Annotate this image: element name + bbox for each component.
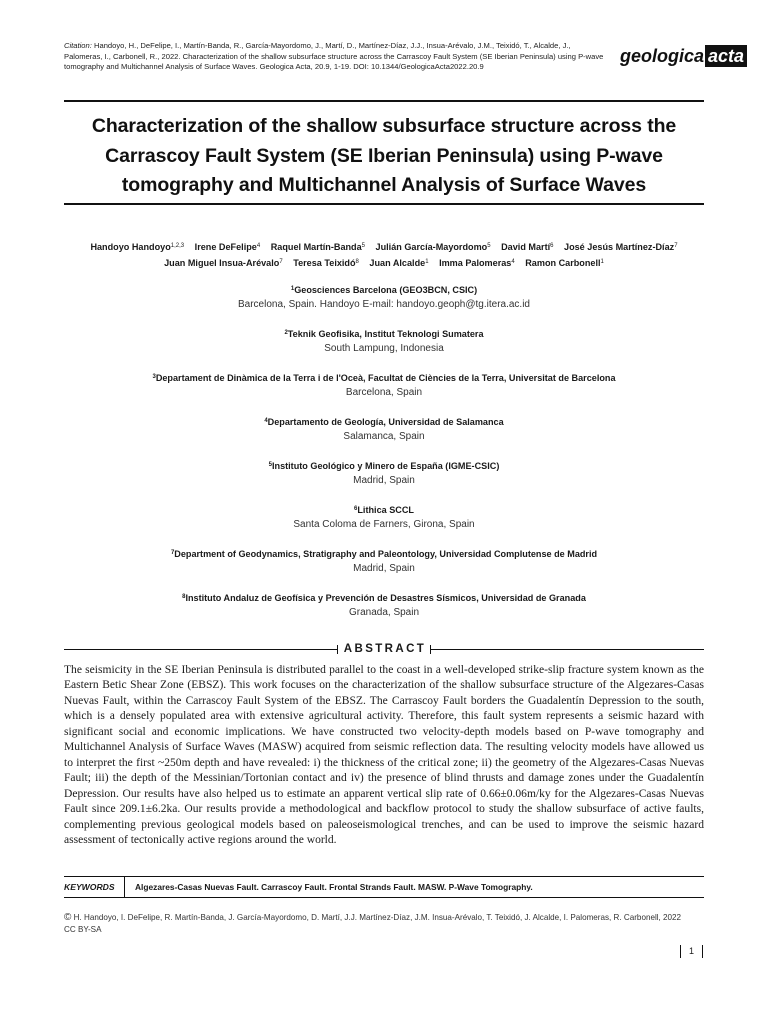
author — [90, 242, 184, 252]
author-affiliation: 6 — [550, 243, 554, 249]
affiliation-name-text: Lithica SCCL — [357, 505, 414, 515]
keywords — [64, 877, 704, 897]
affiliation — [64, 547, 704, 591]
affiliation-list — [64, 283, 704, 635]
affiliation-name-text: Instituto Geológico y Minero de España (IGME-CSIC) — [271, 461, 500, 471]
affiliation-name — [64, 503, 704, 517]
top-rule — [64, 100, 704, 102]
title-rule — [64, 203, 704, 205]
citation-text: Handoyo, H., DeFelipe, I., Martín-Banda, R., García-Mayordomo, J., Martí, D., Martínez-Díaz, J.J., Insua-Arévalo, J.M., Teixidó, T., Alcalde, J., Palomeras, I., Carbonell, R., 2022. Characterization of the shallow subsurface structure across the Carrascoy Fault System (SE Iberian Peninsula) using P-wave tomography and Multichannel Analysis of Surface Waves. Geologica Acta, 20.9, 1-19. DOI: 10.1344/GeologicaActa2022.20.9 — [64, 41, 604, 72]
affiliation-name-text: Departamento de Geología, Universidad de Salamanca — [267, 417, 504, 427]
affiliation — [64, 503, 704, 547]
abstract-heading-rule — [431, 649, 704, 650]
keywords-label: KEYWORDS — [64, 882, 115, 892]
affiliation-location: Santa Coloma de Farners, Girona, Spain — [293, 519, 475, 530]
affiliation-number: 5 — [268, 462, 272, 468]
author-name: Imma Palomeras — [439, 257, 512, 268]
author-affiliation: 4 — [511, 258, 515, 265]
author-affiliation: 7 — [279, 258, 283, 265]
author-name: Raquel Martín-Banda — [270, 242, 362, 252]
author-affiliation: 1 — [600, 258, 604, 265]
author-affiliation: 7 — [674, 243, 678, 249]
affiliation-number: 3 — [152, 374, 156, 380]
keywords-divider — [124, 877, 125, 897]
author — [271, 242, 365, 252]
author-name: Juan Alcalde — [369, 257, 426, 268]
author-affiliation: 4 — [256, 243, 261, 249]
abstract-text: The seismicity in the SE Iberian Peninsula is distributed parallel to the coast in a well-developed strike-slip fracture system known as the Eastern Betic Shear Zone (EBSZ). This work focuses on the characterization of the shallow subsurface structure of the Algezares-Casas Nuevas Fault, within the Carrascoy Fault System of the EBSZ. The Carrascoy Fault borders the Guadalentín Depression to the south, which is a densely populated area with extensive agricultural activity. Therefore, this fault system represents a seismic hazard with significant social and economic implications. We have constructed two velocity-depth models based on P-wave tomography and Multichannel Analysis of Surface Waves (MASW) acquired from seismic reflection data. The resulting velocity models have allowed us to interpret the first ~250m depth and have revealed: i) the thickness of the critical zone; ii) the geometry of the Algezares-Casas Nuevas Fault; iii) the depth of the Messinian/Tortonian contact and iv) the presence of blind thrusts and damage zones under the Guadalentín Depression. Our results have also helped us to estimate an apparent vertical slip rate of 0.66±0.06m/ky for the Algezares-Casas Nuevas Fault since 209.1±6.2ka. Our results provide a methodological and backflow protocol to study the shallow subsurface of active faults, complementing previous geological models based on paleoseismological trenches, and can be used to improve the seismic hazard assessment of tectonically active regions around the world. — [64, 664, 704, 846]
author-name: David Martí — [501, 242, 551, 252]
author-name: Julián García-Mayordomo — [375, 242, 488, 252]
author-affiliation: 8 — [355, 258, 359, 265]
affiliation-name-text: Departament de Dinàmica de la Terra i de l'Oceà, Facultat de Ciències de la Terra, Universitat de Barcelona — [155, 373, 616, 383]
citation-label: Citation: — [64, 41, 92, 50]
affiliation-number: 6 — [354, 506, 358, 512]
abstract-heading — [64, 641, 704, 657]
affiliation-name-text: Geosciences Barcelona (GEO3BCN, CSIC) — [294, 285, 478, 295]
affiliation-location: Barcelona, Spain. Handoyo E-mail: handoyo.geoph@tg.itera.ac.id — [238, 299, 530, 310]
page-number-value: 1 — [689, 946, 695, 956]
affiliation — [64, 415, 704, 459]
affiliation — [64, 327, 704, 371]
page-number-divider — [680, 945, 681, 958]
affiliation-name — [64, 591, 704, 605]
author — [195, 242, 261, 252]
affiliation — [64, 283, 704, 327]
page-number — [680, 944, 703, 958]
affiliation-name — [64, 459, 704, 473]
affiliation-location: Salamanca, Spain — [343, 431, 425, 442]
affiliation-number: 7 — [170, 550, 175, 556]
affiliation-location: Madrid, Spain — [353, 475, 415, 486]
journal-logo — [620, 45, 747, 67]
author-affiliation: 5 — [361, 243, 366, 249]
affiliation-location: Granada, Spain — [348, 607, 420, 618]
abstract-heading-label: ABSTRACT — [343, 643, 427, 655]
affiliation-name — [64, 327, 704, 341]
author — [369, 258, 428, 268]
affiliation — [64, 459, 704, 503]
affiliation-number: 1 — [290, 286, 295, 292]
keywords-bottom-rule — [64, 897, 704, 898]
affiliation-name-text: Department of Geodynamics, Stratigraphy and Paleontology, Universidad Complutense de Madrid — [174, 549, 598, 559]
journal-logo-part1: geologica — [620, 46, 705, 66]
license-text: H. Handoyo, I. DeFelipe, R. Martín-Banda, J. García-Mayordomo, D. Martí, J.J. Martínez-Díaz, J.M. Insua-Arévalo, T. Teixidó, J. Alcalde, I. Palomeras, R. Carbonell, 2022 CC BY-SA — [64, 913, 682, 934]
affiliation-location: Madrid, Spain — [353, 563, 415, 574]
author-affiliation: 1,2,3 — [170, 243, 185, 249]
paper-title: Characterization of the shallow subsurface structure across the Carrascoy Fault System (SE Iberian Peninsula) using P-wave tomography and Multichannel Analysis of Surface Waves — [91, 115, 677, 196]
author — [525, 258, 604, 268]
author-affiliation: 5 — [487, 243, 491, 249]
author-name: Juan Miguel Insua-Arévalo — [164, 257, 280, 268]
citation — [64, 41, 604, 73]
author-list — [64, 240, 704, 271]
affiliation-number: 4 — [264, 418, 268, 424]
affiliation-name-text: Teknik Geofisika, Institut Teknologi Sumatera — [287, 329, 484, 339]
affiliation-name — [64, 547, 704, 561]
author — [564, 242, 678, 252]
affiliation-name — [64, 415, 704, 429]
author-name: Teresa Teixidó — [293, 257, 356, 268]
affiliation-location: South Lampung, Indonesia — [324, 343, 444, 354]
author-name: Irene DeFelipe — [194, 242, 257, 252]
author — [293, 258, 359, 268]
affiliation-name — [64, 371, 704, 385]
author-name: Ramon Carbonell — [525, 257, 601, 268]
affiliation-name-text: Instituto Andaluz de Geofísica y Prevención de Desastres Sísmicos, Universidad de Granada — [185, 593, 586, 603]
author-name: José Jesús Martínez-Díaz — [564, 242, 675, 252]
abstract-heading-rule — [64, 649, 337, 650]
affiliation — [64, 591, 704, 635]
keywords-text: Algezares-Casas Nuevas Fault. Carrascoy Fault. Frontal Strands Fault. MASW. P-Wave Tomography. — [135, 882, 533, 892]
author — [164, 258, 283, 268]
affiliation-number: 2 — [284, 330, 288, 336]
affiliation-location: Barcelona, Spain — [345, 387, 423, 398]
author — [376, 242, 491, 252]
journal-logo-part2: acta — [705, 45, 747, 67]
affiliation — [64, 371, 704, 415]
page-number-divider — [702, 945, 703, 958]
author-name: Handoyo Handoyo — [90, 242, 171, 252]
affiliation-number: 8 — [182, 594, 186, 600]
copyright-icon: © — [64, 912, 72, 923]
affiliation-name — [64, 283, 704, 297]
author — [501, 242, 553, 252]
author — [439, 258, 515, 268]
author-affiliation: 1 — [425, 258, 429, 265]
license — [64, 912, 684, 936]
